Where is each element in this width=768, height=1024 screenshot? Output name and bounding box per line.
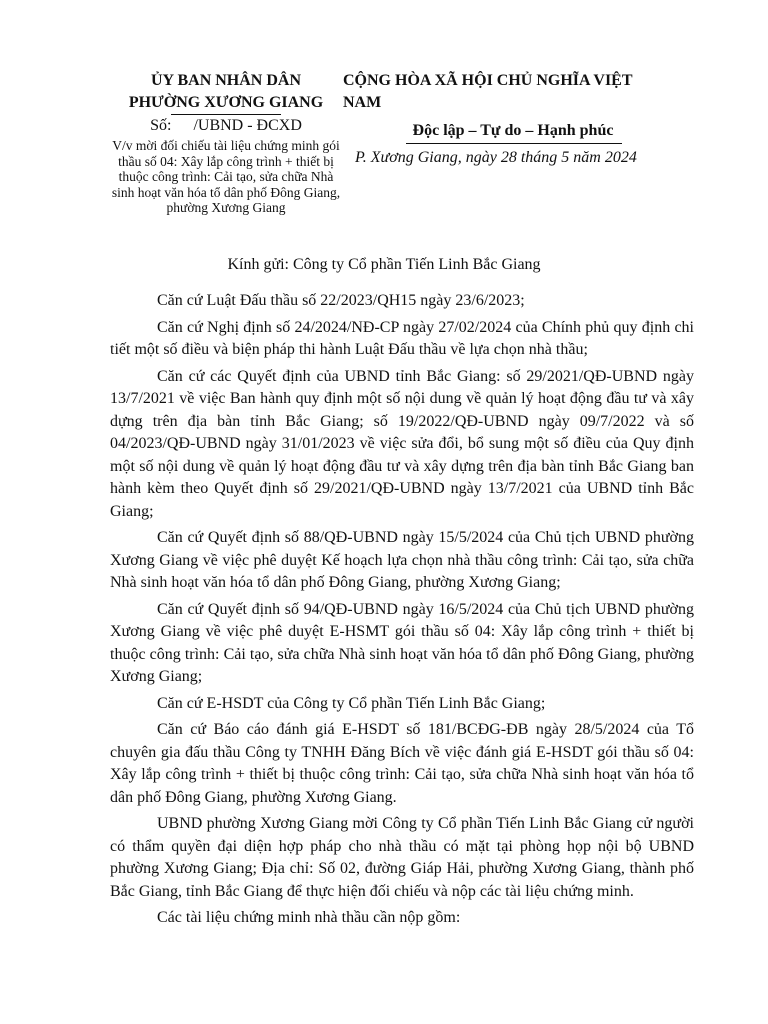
national-title: CỘNG HÒA XÃ HỘI CHỦ NGHĨA VIỆT NAM	[343, 72, 633, 111]
national-header	[343, 70, 673, 169]
issuer-org-line1: ỦY BAN NHÂN DÂN	[150, 72, 302, 89]
document-number-label: Số:	[150, 117, 172, 134]
body-paragraph: Căn cứ Luật Đấu thầu số 22/2023/QH15 ngày 23/6/2023;	[157, 292, 525, 309]
body-paragraph: Các tài liệu chứng minh nhà thầu cần nộp gồm:	[157, 909, 461, 926]
issuer-block	[110, 70, 342, 216]
place-date: P. Xương Giang, ngày 28 tháng 5 năm 2024	[355, 149, 637, 166]
document-number-suffix: /UBND - ĐCXD	[193, 117, 302, 134]
body-paragraph: Căn cứ E-HSDT của Công ty Cổ phần Tiến Linh Bắc Giang;	[157, 694, 546, 712]
national-motto: Độc lập – Tự do – Hạnh phúc	[412, 122, 614, 139]
document-subject: V/v mời đối chiếu tài liệu chứng minh gói thầu số 04: Xây lắp công trình + thiết bị thuộc công trình: Cải tạo, sửa chữa Nhà sinh hoạt văn hóa tổ dân phố Đông Giang, phường Xương Giang	[111, 138, 341, 215]
recipient-line: Kính gửi: Công ty Cổ phần Tiến Linh Bắc Giang	[227, 256, 541, 273]
body-paragraph: Căn cứ Quyết định số 88/QĐ-UBND ngày 15/5/2024 của Chủ tịch UBND phường Xương Giang về việc phê duyệt Kế hoạch lựa chọn nhà thầu công trình: Cải tạo, sửa chữa Nhà sinh hoạt văn hóa tổ dân phố Đông Giang, phường Xương Giang;	[110, 529, 694, 591]
motto-underline	[406, 143, 622, 144]
body-paragraph: Căn cứ Quyết định số 94/QĐ-UBND ngày 16/5/2024 của Chủ tịch UBND phường Xương Giang về việc phê duyệt E-HSMT gói thầu số 04: Xây lắp công trình + thiết bị thuộc công trình: Cải tạo, sửa chữa Nhà sinh hoạt văn hóa tổ dân phố Đông Giang, phường Xương Giang;	[110, 600, 694, 685]
body-paragraph: Căn cứ Nghị định số 24/2024/NĐ-CP ngày 27/02/2024 của Chính phủ quy định chi tiết một số điều và biện pháp thi hành Luật Đấu thầu về lựa chọn nhà thầu;	[110, 318, 694, 358]
body-paragraph: Căn cứ Báo cáo đánh giá E-HSDT số 181/BCĐG-ĐB ngày 28/5/2024 của Tổ chuyên gia đấu thầu Công ty TNHH Đăng Bích về việc đánh giá E-HSDT gói thầu số 04: Xây lắp công trình + thiết bị thuộc công trình: Cải tạo, sửa chữa Nhà sinh hoạt văn hóa tổ dân phố Đông Giang, phường Xương Giang.	[110, 721, 694, 806]
body-paragraph: UBND phường Xương Giang mời Công ty Cổ phần Tiến Linh Bắc Giang cử người có thẩm quyền đại diện hợp pháp cho nhà thầu có mặt tại phòng họp nội bộ UBND phường Xương Giang; Địa chỉ: Số 02, đường Giáp Hải, phường Xương Giang, thành phố Bắc Giang, tỉnh Bắc Giang để thực hiện đối chiếu và nộp các tài liệu chứng minh.	[110, 815, 694, 900]
body-paragraph: Căn cứ các Quyết định của UBND tỉnh Bắc Giang: số 29/2021/QĐ-UBND ngày 13/7/2021 về việc Ban hành quy định một số nội dung về quản lý hoạt động đầu tư và xây dựng trên địa bàn tỉnh Bắc Giang; số 19/2022/QĐ-UBND ngày 09/7/2022 và số 04/2023/QĐ-UBND ngày 31/01/2023 về việc sửa đổi, bổ sung một số điều của Quy định một số nội dung về quản lý hoạt động đầu tư và xây dựng trên địa bàn tỉnh Bắc Giang ban hành kèm theo Quyết định số 29/2021/QĐ-UBND ngày 13/7/2021 của UBND tỉnh Bắc Giang;	[110, 367, 694, 520]
document-body	[110, 290, 694, 934]
issuer-org-line2: PHƯỜNG XƯƠNG GIANG	[128, 94, 324, 111]
document-number	[110, 115, 342, 137]
